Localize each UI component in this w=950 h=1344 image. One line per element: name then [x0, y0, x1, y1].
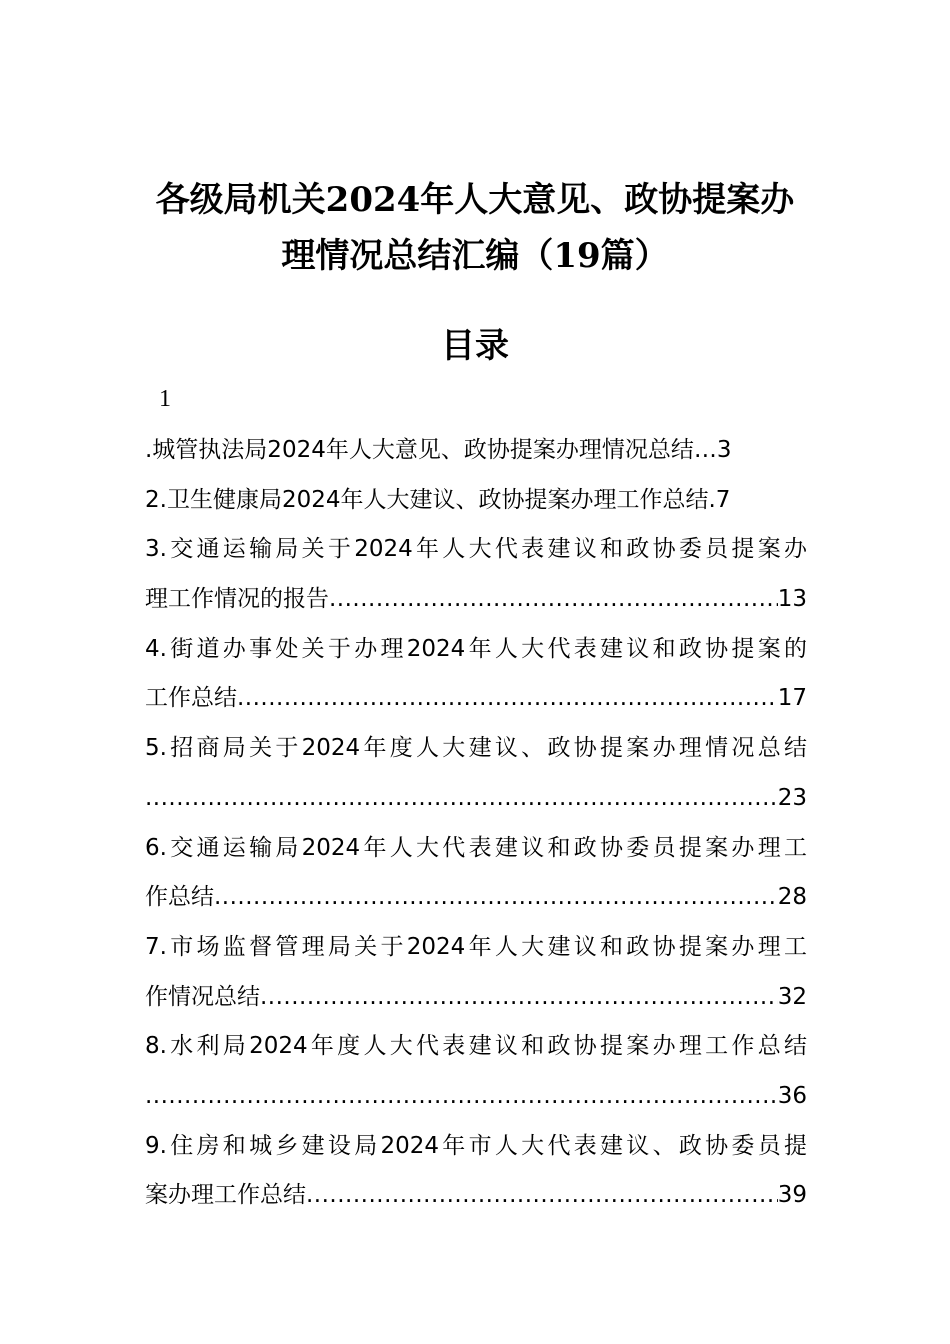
toc-entry-title-line-1: 7.市场监督管理局关于2024年人大建议和政协提案办理工: [145, 933, 807, 960]
toc-entry-line: [145, 973, 807, 1023]
table-of-contents: [145, 426, 807, 1221]
toc-entry-line: [145, 426, 807, 476]
toc-entry-page: 13: [777, 586, 807, 613]
toc-entry-page: 39: [777, 1182, 807, 1209]
toc-entry-page: 23: [777, 784, 807, 811]
toc-entry[interactable]: [145, 625, 807, 724]
toc-entry-title-line-2: 案办理工作总结: [145, 1182, 306, 1209]
toc-entry[interactable]: [145, 426, 807, 476]
toc-entry-title: 2.卫生健康局2024年人大建议、政协提案办理工作总结: [145, 486, 709, 513]
toc-heading: 目录: [441, 326, 509, 366]
toc-entry[interactable]: [145, 824, 807, 923]
toc-entry-page: 17: [777, 685, 807, 712]
toc-entry[interactable]: [145, 1022, 807, 1121]
toc-entry-leader: [237, 674, 778, 724]
toc-entry-leader: .: [708, 486, 716, 513]
toc-entry-title-line-2: 作总结: [145, 884, 214, 911]
toc-entry[interactable]: [145, 1122, 807, 1221]
toc-entry-leader: [329, 575, 778, 625]
toc-entry-title-line-1: 5.招商局关于2024年度人大建议、政协提案办理情况总结: [145, 735, 807, 762]
toc-entry-leader: [145, 1072, 778, 1122]
toc-entry-leader: …: [693, 437, 717, 463]
document-title-line-1: 各级局机关2024年人大意见、政协提案办: [155, 180, 795, 220]
toc-entry-leader: [306, 1171, 778, 1221]
toc-entry-line: [145, 674, 807, 724]
toc-entry[interactable]: [145, 724, 807, 823]
toc-entry-line: [145, 1171, 807, 1221]
toc-entry-title: .城管执法局2024年人大意见、政协提案办理情况总结: [145, 437, 694, 463]
toc-entry-page: 36: [777, 1082, 807, 1109]
document-title: [130, 172, 820, 284]
toc-entry-title-line-1: 6.交通运输局2024年人大代表建议和政协委员提案办理工: [145, 834, 807, 861]
toc-entry-title-line-1: 8.水利局2024年度人大代表建议和政协提案办理工作总结: [145, 1033, 807, 1060]
toc-entry-line: [145, 1072, 807, 1122]
toc-entry-line: [145, 575, 807, 625]
toc-entry-leader: [145, 774, 778, 824]
toc-entry-page: 3: [716, 437, 732, 463]
toc-entry-page: 32: [777, 983, 807, 1010]
toc-entry-title-line-2: 工作总结: [145, 685, 237, 712]
document-title-line-2: 理情况总结汇编（19篇）: [281, 236, 669, 276]
toc-entry-leader: [260, 973, 778, 1023]
toc-entry[interactable]: [145, 923, 807, 1022]
toc-entry-title-line-2: 理工作情况的报告: [145, 586, 329, 613]
toc-entry[interactable]: [145, 476, 807, 526]
toc-entry-line: [145, 774, 807, 824]
toc-entry-title-line-2: 作情况总结: [145, 983, 260, 1010]
toc-entry-title-line-1: 3.交通运输局关于2024年人大代表建议和政协委员提案办: [145, 536, 807, 563]
toc-entry-page: 28: [777, 884, 807, 911]
toc-entry-leader: [214, 873, 778, 923]
toc-entry-line: [145, 476, 807, 526]
page-marker-number: 1: [159, 386, 171, 412]
toc-entry-page: 7: [715, 486, 731, 513]
toc-entry-line: [145, 873, 807, 923]
toc-entry-title-line-1: 9.住房和城乡建设局2024年市人大代表建议、政协委员提: [145, 1132, 807, 1159]
toc-entry[interactable]: [145, 525, 807, 624]
toc-entry-title-line-1: 4.街道办事处关于办理2024年人大代表建议和政协提案的: [145, 635, 807, 662]
